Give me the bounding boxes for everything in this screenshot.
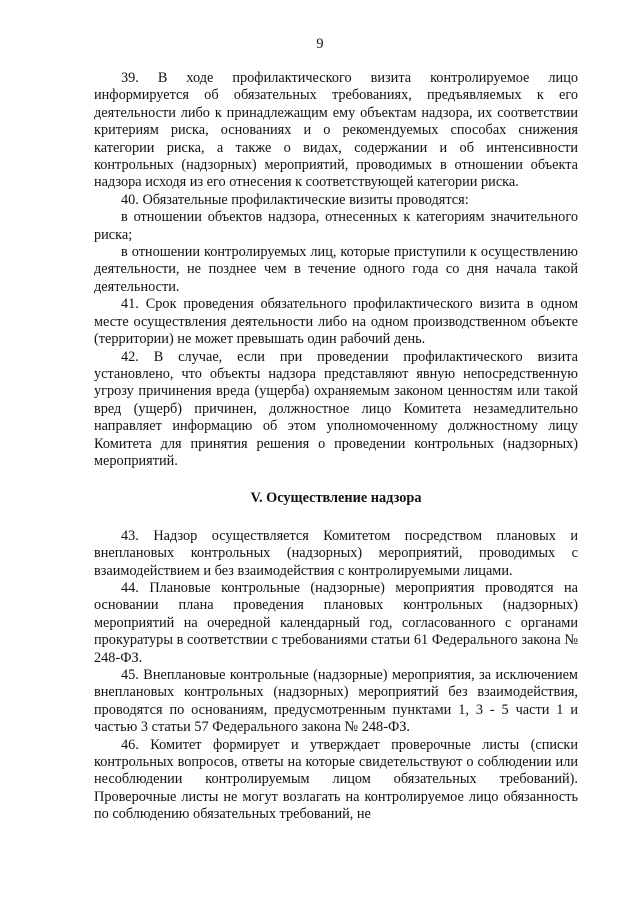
paragraph-44: 44. Плановые контрольные (надзорные) мероприятия проводятся на основании плана проведения плановых контрольных (надзорных) мероприятий на очередной календарный год, согласованного с органами прокуратуры в соответствии с требованиями статьи 61 Федерального закона № 248-ФЗ. [94,579,578,666]
paragraph-40-item-2: в отношении контролируемых лиц, которые приступили к осуществлению деятельности, не позднее чем в течение одного года со дня начала такой деятельности. [94,244,578,295]
paragraph-45: 45. Внеплановые контрольные (надзорные) мероприятия, за исключением внеплановых контрольных (надзорных) мероприятий без взаимодействия, проводятся по основаниям, предусмотренным пунктами 1, 3 - 5 части 1 и частью 3 статьи 57 Федерального закона № 248-ФЗ. [94,667,578,736]
paragraph-42: 42. В случае, если при проведении профилактического визита установлено, что объекты надзора представляют явную непосредственную угрозу причинения вреда (ущерба) охраняемым законом ценностям или такой вред (ущерб) причинен, должностное лицо Комитета незамедлительно направляет информацию об этом уполномоченному должностному лицу Комитета для принятия решения о проведении контрольных (надзорных) мероприятий. [94,348,578,469]
document-body [94,70,578,824]
paragraph-40-item-1: в отношении объектов надзора, отнесенных к категориям значительного риска; [94,209,578,243]
paragraph-41: 41. Срок проведения обязательного профилактического визита в одном месте осуществления деятельности либо на одном производственном объекте (территории) не может превышать один рабочий день. [94,296,578,348]
paragraph-46: 46. Комитет формирует и утверждает проверочные листы (списки контрольных вопросов, ответы на которые свидетельствуют о соблюдении или несоблюдении контролируемым лицом обязательных требований). Проверочные листы не могут возлагать на контролируемое лицо обязанность по соблюдению обязательных требований, не [94,736,578,823]
paragraph-39: 39. В ходе профилактического визита контролируемое лицо информируется об обязательных требованиях, предъявляемых к его деятельности либо к принадлежащим ему объектам надзора, их соответствии критериям риска, основаниях и о рекомендуемых способах снижения категории риска, а также о видах, содержании и об интенсивности контрольных (надзорных) мероприятий, проводимых в отношении объекта надзора исходя из его отнесения к соответствующей категории риска. [94,70,578,191]
paragraph-40: 40. Обязательные профилактические визиты проводятся: [121,191,469,208]
section-title: V. Осуществление надзора [250,490,422,507]
page-number: 9 [316,36,324,52]
paragraph-43: 43. Надзор осуществляется Комитетом посредством плановых и внеплановых контрольных (надзорных) мероприятий, проводимых с взаимодействием и без взаимодействия с контролируемыми лицами. [94,527,578,579]
